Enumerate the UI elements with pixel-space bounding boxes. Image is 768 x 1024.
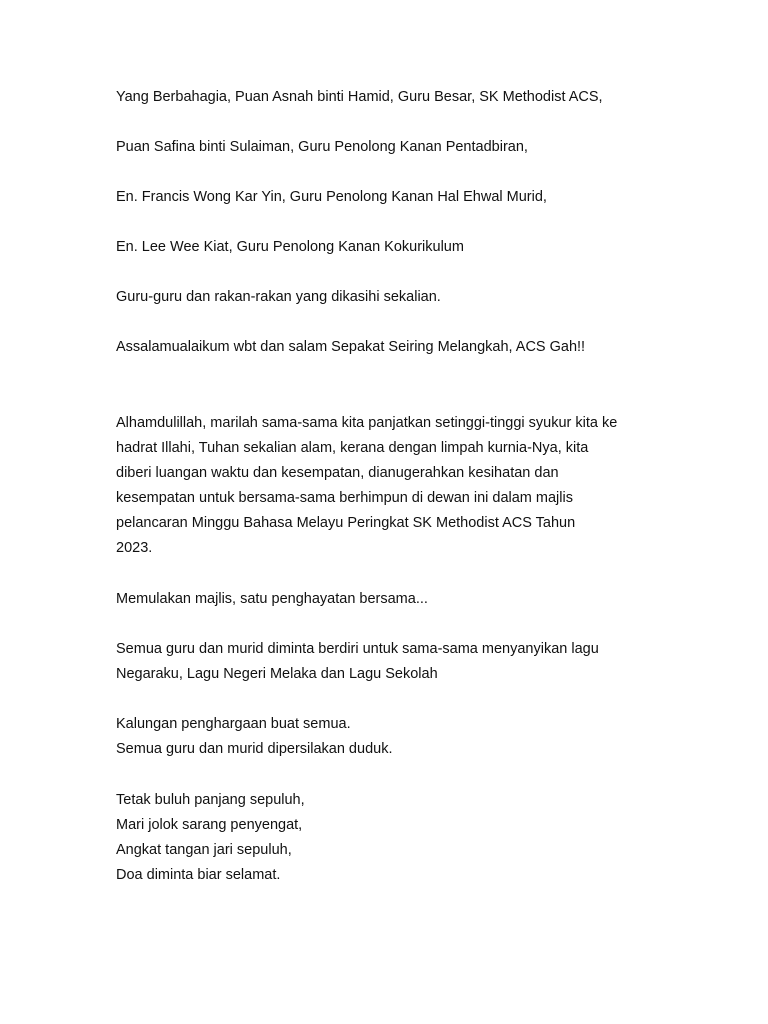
thanks-line: Kalungan penghargaan buat semua.	[116, 716, 351, 732]
pantun-line: Mari jolok sarang penyengat,	[116, 817, 303, 833]
intro-line: Alhamdulillah, marilah sama-sama kita panjatkan setinggi-tinggi syukur kita ke	[116, 415, 618, 431]
intro-line: 2023.	[116, 540, 153, 556]
intro-line: pelancaran Minggu Bahasa Melayu Peringkat SK Methodist ACS Tahun	[116, 515, 576, 531]
pantun-line: Tetak buluh panjang sepuluh,	[116, 792, 305, 808]
pantun-line: Angkat tangan jari sepuluh,	[116, 842, 292, 858]
opening-line: Memulakan majlis, satu penghayatan bersama...	[116, 591, 428, 607]
intro-line: kesempatan untuk bersama-sama berhimpun di dewan ini dalam majlis	[116, 490, 573, 506]
pantun-line: Doa diminta biar selamat.	[116, 867, 281, 883]
anthem-line: Negaraku, Lagu Negeri Melaka dan Lagu Sekolah	[116, 666, 438, 682]
greeting-salam: Assalamualaikum wbt dan salam Sepakat Seiring Melangkah, ACS Gah!!	[116, 339, 586, 355]
greeting-penolong-kokurikulum: En. Lee Wee Kiat, Guru Penolong Kanan Kokurikulum	[116, 239, 464, 255]
thanks-line: Semua guru dan murid dipersilakan duduk.	[116, 741, 393, 757]
greeting-guru-besar: Yang Berbahagia, Puan Asnah binti Hamid, Guru Besar, SK Methodist ACS,	[116, 89, 603, 105]
greeting-penolong-pentadbiran: Puan Safina binti Sulaiman, Guru Penolong Kanan Pentadbiran,	[116, 139, 528, 155]
anthem-line: Semua guru dan murid diminta berdiri untuk sama-sama menyanyikan lagu	[116, 641, 599, 657]
intro-line: hadrat Illahi, Tuhan sekalian alam, kerana dengan limpah kurnia-Nya, kita	[116, 440, 589, 456]
greeting-teachers-friends: Guru-guru dan rakan-rakan yang dikasihi sekalian.	[116, 289, 441, 305]
greeting-penolong-hem: En. Francis Wong Kar Yin, Guru Penolong Kanan Hal Ehwal Murid,	[116, 189, 547, 205]
intro-line: diberi luangan waktu dan kesempatan, dianugerahkan kesihatan dan	[116, 465, 559, 481]
